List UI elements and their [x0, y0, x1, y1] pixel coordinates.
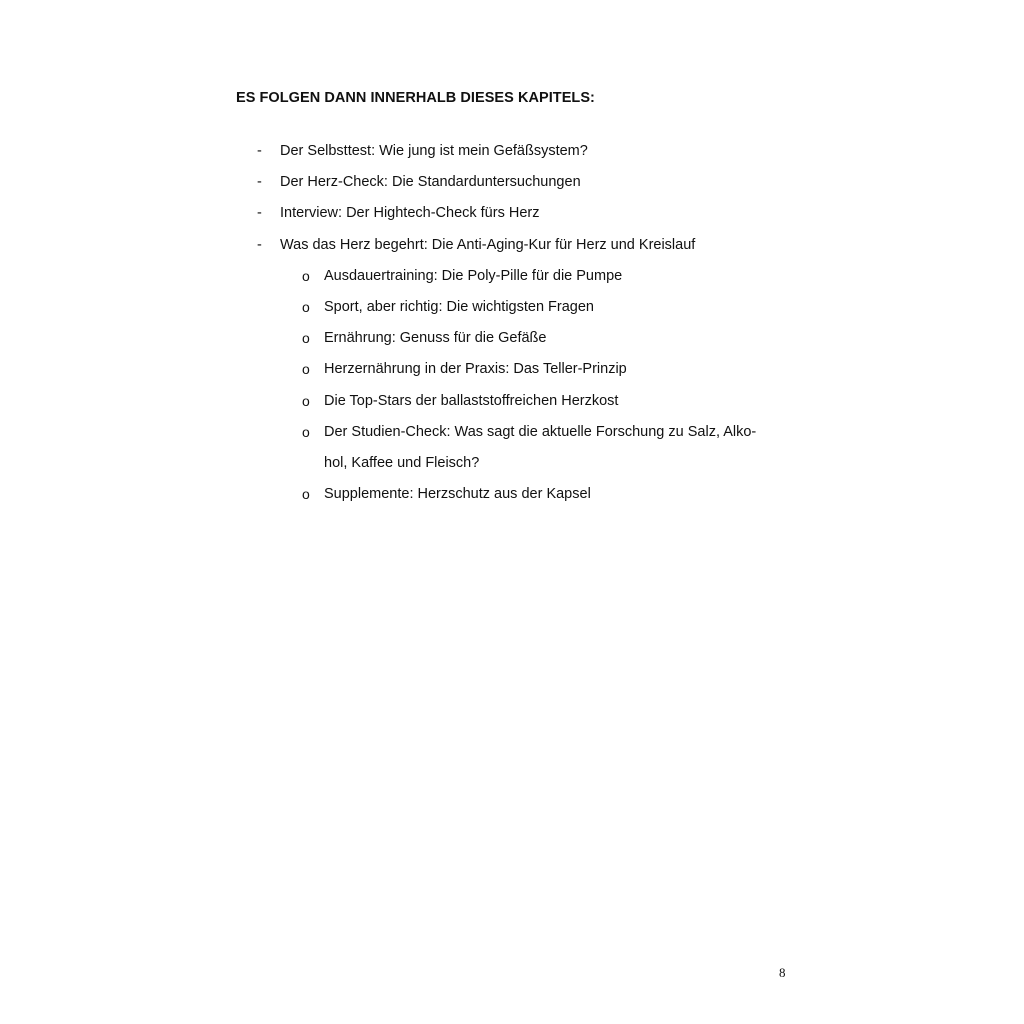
sub-list — [280, 261, 796, 511]
sub-list-item-text: Der Studien-Check: Was sagt die aktuelle Forschung zu Salz, Alko-hol, Kaffee und Fleisch? — [324, 423, 757, 472]
dash-bullet: - — [257, 236, 262, 253]
list-item-text: Was das Herz begehrt: Die Anti-Aging-Kur für Herz und Kreislauf — [280, 236, 696, 253]
sub-list-item — [280, 354, 779, 385]
sub-list-item — [280, 323, 779, 354]
sub-list-item-text: Ernährung: Genuss für die Gefäße — [324, 330, 547, 347]
sub-list-item — [280, 417, 779, 479]
sub-list-item — [280, 479, 779, 510]
chapter-list — [236, 136, 796, 510]
circle-bullet: o — [302, 423, 310, 440]
sub-list-item-text: Die Top-Stars der ballaststoffreichen Herzkost — [324, 392, 619, 409]
sub-list-item-text: Sport, aber richtig: Die wichtigsten Fragen — [324, 299, 594, 316]
section-heading: ES FOLGEN DANN INNERHALB DIESES KAPITELS: — [236, 90, 595, 106]
circle-bullet: o — [302, 392, 310, 409]
circle-bullet: o — [302, 330, 310, 347]
circle-bullet: o — [302, 267, 310, 284]
dash-bullet: - — [257, 174, 262, 191]
dash-bullet: - — [257, 205, 262, 222]
sub-list-item — [280, 261, 779, 292]
list-item-text: Der Selbsttest: Wie jung ist mein Gefäßsystem? — [280, 143, 588, 159]
list-item — [236, 136, 796, 167]
list-item-text: Der Herz-Check: Die Standarduntersuchungen — [280, 174, 581, 191]
page-number: 8 — [779, 965, 786, 980]
sub-list-item-text: Herzernährung in der Praxis: Das Teller-Prinzip — [324, 361, 627, 378]
circle-bullet: o — [302, 299, 310, 316]
list-item — [236, 167, 796, 198]
sub-list-item — [280, 386, 779, 417]
list-item — [236, 230, 796, 511]
page-content — [236, 88, 796, 510]
list-item-text: Interview: Der Hightech-Check fürs Herz — [280, 205, 540, 222]
sub-list-item — [280, 292, 779, 323]
circle-bullet: o — [302, 361, 310, 378]
sub-list-item-text: Supplemente: Herzschutz aus der Kapsel — [324, 486, 591, 503]
list-item — [236, 198, 796, 229]
sub-list-item-text: Ausdauertraining: Die Poly-Pille für die Pumpe — [324, 267, 623, 284]
dash-bullet: - — [257, 143, 262, 159]
circle-bullet: o — [302, 486, 310, 503]
